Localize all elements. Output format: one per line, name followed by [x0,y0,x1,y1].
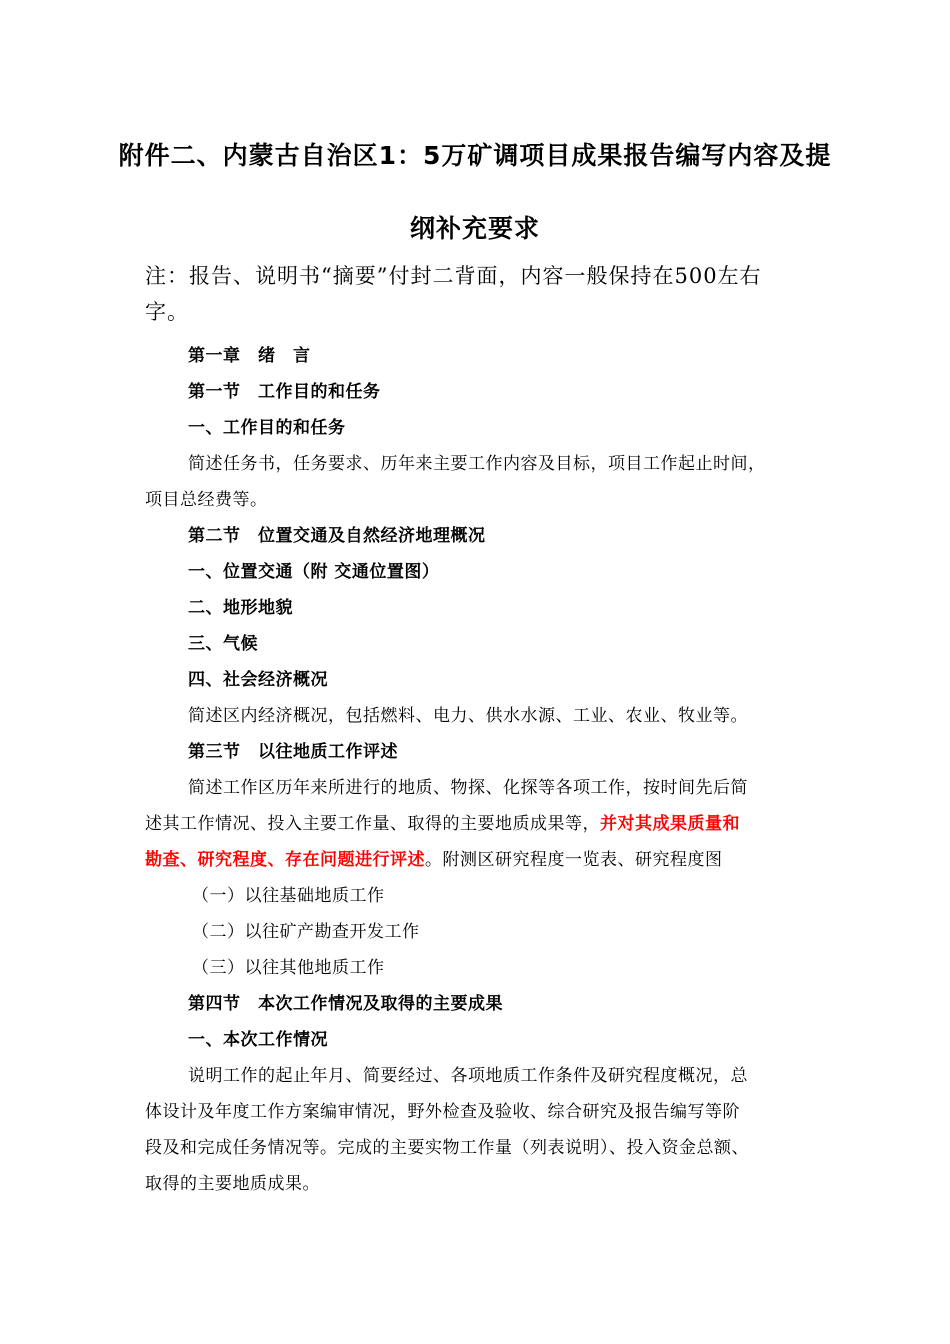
section-3-sub-item-3: （三）以往其他地质工作 [192,958,385,978]
section-2-paragraph: 简述区内经济概况，包括燃料、电力、供水水源、工业、农业、牧业等。 [188,706,748,726]
section-heading-3: 第三节 以往地质工作评述 [188,742,398,762]
section-4-paragraph-line-2: 体设计及年度工作方案编审情况，野外检查及验收、综合研究及报告编写等阶 [145,1102,740,1122]
section-4-paragraph-line-3: 段及和完成任务情况等。完成的主要实物工作量（列表说明）、投入资金总额、 [145,1138,749,1158]
section-1-item-1: 一、工作目的和任务 [188,418,346,438]
section-4-item-1: 一、本次工作情况 [188,1030,328,1050]
section-3-paragraph-line-3 [145,845,815,870]
section-3-paragraph-line-1: 简述工作区历年来所进行的地质、物探、化探等各项工作，按时间先后简 [188,778,748,798]
section-2-item-1: 一、位置交通（附 交通位置图） [188,562,440,582]
abstract-note: 注：报告、说明书“摘要”付封二背面，内容一般保持在500左右字。 [145,264,762,324]
section-heading-2: 第二节 位置交通及自然经济地理概况 [188,526,486,546]
section-3-sub-item-2: （二）以往矿产勘查开发工作 [192,922,420,942]
section-2-item-3: 三、气候 [188,634,258,654]
section-1-paragraph-line-2: 项目总经费等。 [145,490,268,510]
section-1-paragraph-line-1: 简述任务书，任务要求、历年来主要工作内容及目标，项目工作起止时间， [188,454,766,474]
section-2-item-2: 二、地形地貌 [188,598,293,618]
section-heading-4: 第四节 本次工作情况及取得的主要成果 [188,994,503,1014]
section-3-highlight-part-2: 勘查、研究程度、存在问题进行评述 [145,850,425,870]
chapter-heading: 第一章 绪 言 [188,346,311,366]
section-3-highlight-part-1: 并对其成果质量和 [600,814,740,834]
section-3-paragraph-line-2 [145,809,815,834]
section-3-sub-item-1: （一）以往基础地质工作 [192,886,385,906]
section-3-paragraph-line-3-text: 。附测区研究程度一览表、研究程度图 [425,850,723,870]
section-heading-1: 第一节 工作目的和任务 [188,382,381,402]
section-4-paragraph-line-1: 说明工作的起止年月、简要经过、各项地质工作条件及研究程度概况，总 [188,1066,748,1086]
section-2-item-4: 四、社会经济概况 [188,670,328,690]
section-3-paragraph-line-2-text: 述其工作情况、投入主要工作量、取得的主要地质成果等， [145,814,600,834]
document-title-line-1: 附件二、内蒙古自治区1：5万矿调项目成果报告编写内容及提 [118,141,832,170]
section-4-paragraph-line-4: 取得的主要地质成果。 [145,1174,320,1194]
document-title-line-2: 纲补充要求 [409,214,540,243]
